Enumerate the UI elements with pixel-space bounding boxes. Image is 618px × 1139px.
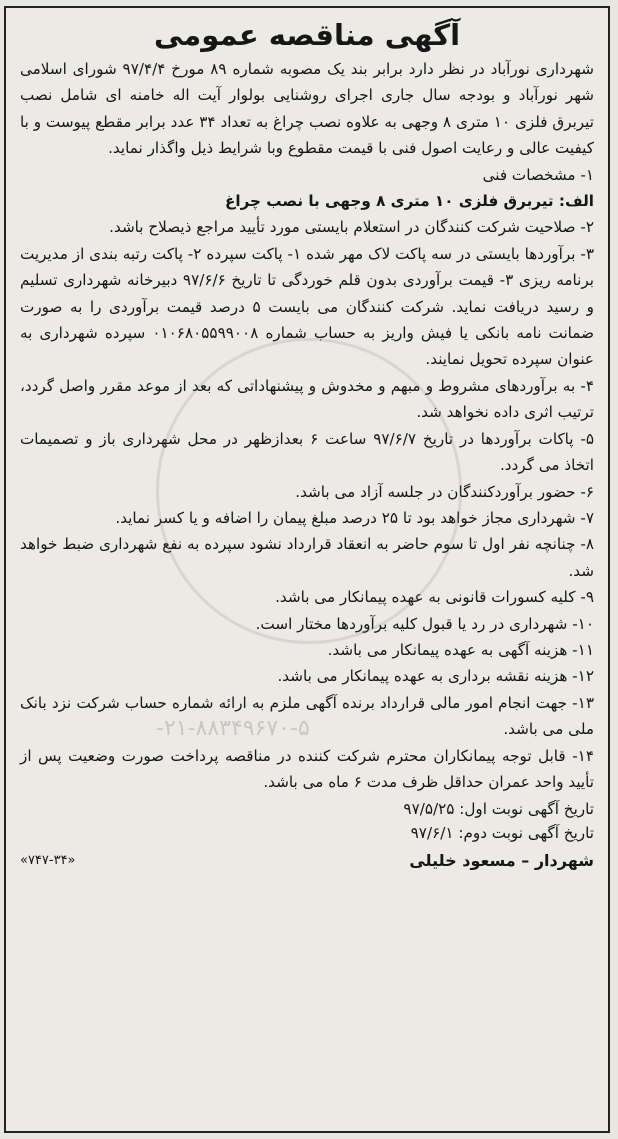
item-4: ۴- به برآوردهای مشروط و مبهم و مخدوش و پیشنهاداتی که بعد از موعد مقرر واصل گردد، ترتیب اثری داده نخواهد شد. <box>20 376 594 422</box>
item-5: ۵- پاکات برآوردها در تاریخ ۹۷/۶/۷ ساعت ۶ بعدازظهر در محل شهرداری باز و تصمیمات اتخاذ می گردد. <box>20 429 594 475</box>
tender-notice <box>4 6 610 1133</box>
publication-dates <box>20 797 594 845</box>
item-12: ۱۲- هزینه نقشه برداری به عهده پیمانکار می باشد. <box>277 667 594 686</box>
item-7: ۷- شهرداری مجاز خواهد بود تا ۲۵ درصد مبلغ پیمان را اضافه و یا کسر نماید. <box>115 508 594 527</box>
item-9: ۹- کلیه کسورات قانونی به عهده پیمانکار می باشد. <box>275 588 594 607</box>
item-6: ۶- حضور برآوردکنندگان در جلسه آزاد می باشد. <box>295 482 594 501</box>
ad-code: «۷۴۷-۳۴» <box>20 853 76 869</box>
item-8: ۸- چنانچه نفر اول تا سوم حاضر به انعقاد قرارداد نشود سپرده به نفع شهرداری ضبط خواهد شد. <box>20 535 594 580</box>
item-11: ۱۱- هزینه آگهی به عهده پیمانکار می باشد. <box>327 640 594 659</box>
item-3: ۳- برآوردها بایستی در سه پاکت لاک مهر شده ۱- پاکت سپرده ۲- پاکت رتبه بندی از مدیریت برنامه ریزی ۳- قیمت برآوردی بدون قلم خوردگی تا تاریخ ۹۷/۶/۶ دبیرخانه شهرداری تسلیم و رسید دریافت نماید. شرکت کنندگان می بایست ۵ درصد قیمت برآوردی را به صورت ضمانت نامه بانکی یا فیش واریز به حساب شماره ۰۱۰۶۸۰۵۵۹۹۰۰۸ سپرده شهرداری به عنوان سپرده تحویل نمایند. <box>20 244 595 369</box>
item-1-a: الف: تیربرق فلزی ۱۰ متری ۸ وجهی با نصب چراغ <box>225 192 594 211</box>
intro-paragraph: شهرداری نورآباد در نظر دارد برابر بند یک مصوبه شماره ۸۹ مورخ ۹۷/۴/۴ شورای اسلامی شهر نورآباد و بودجه سال جاری اجرای روشنایی بولوار آیت اله خامنه ای شامل نصب تیربرق فلزی ۱۰ متری ۸ وجهی به علاوه نصب چراغ به تعداد ۳۴ عدد برابر مقطع پیوست و با کیفیت عالی و رعایت اصول فنی با قیمت مقطوع وبا شرایط ذیل واگذار نماید. <box>20 60 594 158</box>
date-second: تاریخ آگهی نوبت دوم: ۹۷/۶/۱ <box>410 824 594 843</box>
mayor-signature: شهردار – مسعود خلیلی <box>409 851 594 871</box>
notice-title: آگهی مناقصه عمومی <box>153 18 461 52</box>
item-13: ۱۳- جهت انجام امور مالی قرارداد برنده آگهی ملزم به ارائه شماره حساب شرکت نزد بانک ملی می باشد. <box>20 693 594 739</box>
watermark-phone: -۲۱-۸۸۳۴۹۶۷۰-۵ <box>156 716 310 741</box>
notice-footer <box>20 851 594 870</box>
item-14: ۱۴- قابل توجه پیمانکاران محترم شرکت کننده در مناقصه پرداخت صورت وضعیت پس از تأیید واحد عمران حداقل ظرف مدت ۶ ماه می باشد. <box>20 746 594 791</box>
item-10: ۱۰- شهرداری در رد یا قبول کلیه برآوردها مختار است. <box>255 614 594 633</box>
item-2: ۲- صلاحیت شرکت کنندگان در استعلام بایستی مورد تأیید مراجع ذیصلاح باشد. <box>109 218 594 237</box>
date-first: تاریخ آگهی نوبت اول: ۹۷/۵/۲۵ <box>403 800 594 819</box>
item-1: ۱- مشخصات فنی <box>482 165 594 184</box>
